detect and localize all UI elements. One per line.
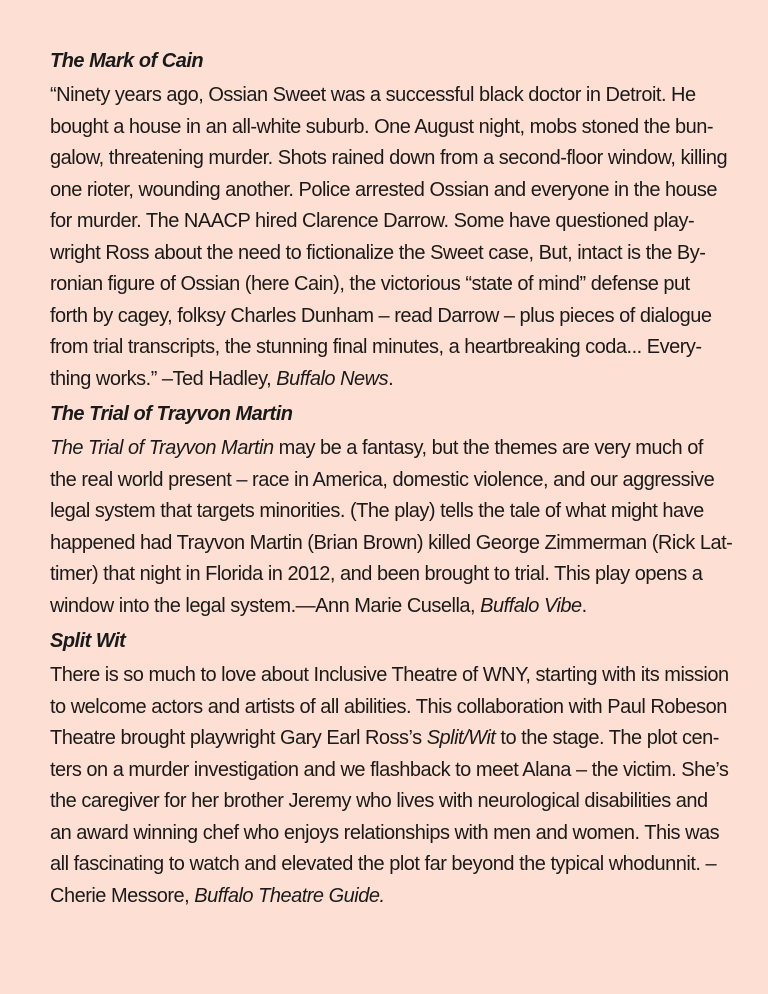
text-line: galow, threatening murder. Shots rained down from a second-floor window, killing: [50, 147, 728, 169]
text-line: to welcome actors and artists of all abilities. This collaboration with Paul Robeson: [50, 695, 727, 718]
text-line: ters on a murder investigation and we flashback to meet Alana – the victim. She’s: [50, 758, 729, 781]
text-fragment: Theatre brought playwright Gary Earl Ross’s: [50, 727, 427, 749]
review-text-trial-of-trayvon-martin: [50, 433, 733, 622]
attribution-line: [50, 364, 728, 396]
publication-name: Buffalo Vibe: [480, 594, 582, 617]
text-line: the caregiver for her brother Jeremy who lives with neurological disabilities and: [50, 790, 708, 812]
heading-mark-of-cain: The Mark of Cain: [50, 50, 204, 72]
heading-trial-of-trayvon-martin: The Trial of Trayvon Martin: [50, 403, 293, 425]
review-mark-of-cain: [50, 48, 728, 395]
text-line: legal system that targets minorities. (The play) tells the tale of what might have: [50, 500, 704, 522]
text-line: forth by cagey, folksy Charles Dunham – read Darrow – plus pieces of dialogue: [50, 304, 712, 327]
text-fragment: to the stage. The plot cen-: [495, 727, 719, 749]
text-line: all fascinating to watch and elevated the plot far beyond the typical whodunnit. –: [50, 853, 717, 875]
text-line: an award winning chef who enjoys relationships with men and women. This was: [50, 821, 720, 844]
play-title: The Trial of Trayvon Martin: [50, 437, 274, 459]
attribution-text: window into the legal system.—Ann Marie Cusella,: [50, 594, 481, 617]
attribution-line: [50, 881, 728, 913]
text-line: one rioter, wounding another. Police arrested Ossian and everyone in the house: [50, 178, 718, 201]
text-line: timer) that night in Florida in 2012, and been brought to trial. This play opens a: [50, 563, 703, 585]
review-trial-of-trayvon-martin: [50, 401, 733, 622]
text-line: wright Ross about the need to fictionalize the Sweet case, But, intact is the By-: [50, 241, 706, 264]
publication-name: Buffalo Theatre Guide.: [194, 884, 385, 907]
text-line: ronian figure of Ossian (here Cain), the victorious “state of mind” defense put: [50, 273, 690, 295]
review-split-wit: [50, 628, 728, 912]
review-text-mark-of-cain: [50, 80, 728, 395]
review-text-split-wit: [50, 660, 728, 912]
text-line: [50, 433, 728, 465]
text-line: happened had Trayvon Martin (Brian Brown) killed George Zimmerman (Rick Lat-: [50, 531, 733, 554]
text-line: for murder. The NAACP hired Clarence Darrow. Some have questioned play-: [50, 210, 695, 232]
text-line: bought a house in an all-white suburb. One August night, mobs stoned the bun-: [50, 115, 714, 138]
text-line: “Ninety years ago, Ossian Sweet was a successful black doctor in Detroit. He: [50, 84, 696, 106]
publication-name: Buffalo News: [276, 367, 389, 390]
text-line: the real world present – race in America, domestic violence, and our aggressive: [50, 468, 715, 491]
text-fragment: may be a fantasy, but the themes are very much of: [273, 437, 703, 459]
text-line: from trial transcripts, the stunning final minutes, a heartbreaking coda... Every-: [50, 336, 702, 358]
attribution-text: Cherie Messore,: [50, 884, 195, 907]
attribution-text: thing works.” –Ted Hadley,: [50, 367, 277, 390]
text-line: There is so much to love about Inclusive Theatre of WNY, starting with its mission: [50, 664, 729, 686]
heading-split-wit: Split Wit: [50, 630, 126, 652]
attribution-line: [50, 591, 728, 623]
attribution-suffix: .: [388, 367, 394, 390]
attribution-suffix: .: [581, 594, 587, 617]
text-line: [50, 723, 728, 755]
play-title: Split/Wit: [426, 727, 496, 749]
